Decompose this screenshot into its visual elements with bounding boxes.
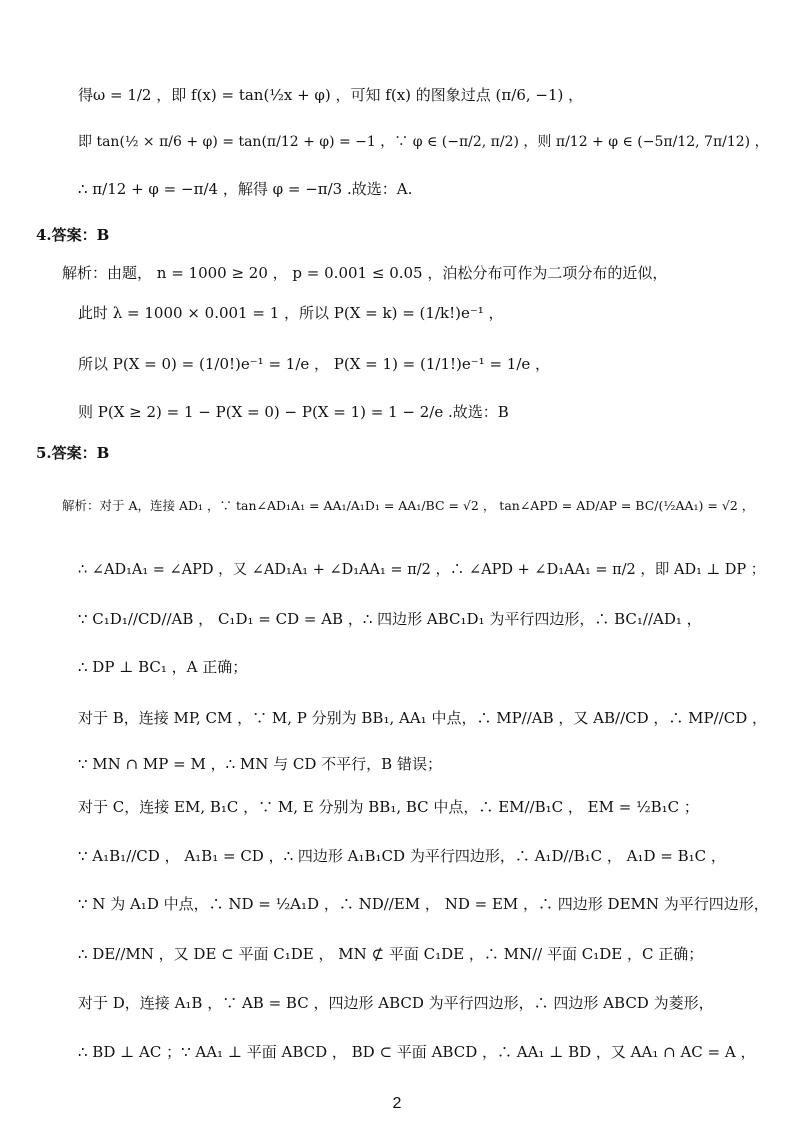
answer-5-heading: 5.答案：B <box>36 444 110 462</box>
text-line-5-c4: ∴ DE//MN ，又 DE ⊂ 平面 C₁DE ， MN ⊄ 平面 C₁DE ，∴ MN// 平面 C₁DE ，C 正确； <box>78 945 704 963</box>
text-line-5-a2: ∴ ∠AD₁A₁ = ∠APD ，又 ∠AD₁A₁ + ∠D₁AA₁ = π/2 ，∴ ∠APD + ∠D₁AA₁ = π/2 ，即 AD₁ ⊥ DP ； <box>78 562 766 578</box>
text-line-5-c1: 对于 C，连接 EM, B₁C ，∵ M, E 分别为 BB₁, BC 中点，∴ EM//B₁C ， EM = ½B₁C ； <box>78 798 699 816</box>
page-number: 2 <box>392 1095 402 1112</box>
text-line-5-c3: ∵ N 为 A₁D 中点，∴ ND = ½A₁D ，∴ ND//EM ， ND = EM ，∴ 四边形 DEMN 为平行四边形， <box>78 895 769 913</box>
text-line-4-p0p1: 所以 P(X = 0) = (1/0!)e⁻¹ = 1/e ， P(X = 1) = (1/1!)e⁻¹ = 1/e ， <box>78 355 551 373</box>
text-line-5-b2: ∵ MN ∩ MP = M ，∴ MN 与 CD 不平行，B 错误； <box>78 755 442 773</box>
text-line-5-a1: 解析：对于 A，连接 AD₁ ，∵ tan∠AD₁A₁ = AA₁/A₁D₁ = AA₁/BC = √2 ， tan∠APD = AD/AP = BC/(½AA₁) = √2 ， <box>62 498 755 513</box>
text-line-5-d2: ∴ BD ⊥ AC ；∵ AA₁ ⊥ 平面 ABCD ， BD ⊂ 平面 ABCD ，∴ AA₁ ⊥ BD ，又 AA₁ ∩ AC = A ， <box>78 1043 756 1061</box>
answer-4-heading: 4.答案：B <box>36 226 110 244</box>
text-line-4-result: 则 P(X ≥ 2) = 1 − P(X = 0) − P(X = 1) = 1 − 2/e .故选：B <box>78 403 509 421</box>
text-line-5-a3: ∵ C₁D₁//CD//AB ， C₁D₁ = CD = AB ，∴ 四边形 ABC₁D₁ 为平行四边形，∴ BC₁//AD₁ ， <box>78 610 702 628</box>
text-line-5-c2: ∵ A₁B₁//CD ， A₁B₁ = CD ，∴ 四边形 A₁B₁CD 为平行四边形，∴ A₁D//B₁C ， A₁D = B₁C ， <box>78 847 726 865</box>
text-line-5-d1: 对于 D，连接 A₁B ，∵ AB = BC ，四边形 ABCD 为平行四边形，∴ 四边形 ABCD 为菱形， <box>78 994 714 1012</box>
text-line-4-analysis: 解析：由题， n = 1000 ≥ 20 ， p = 0.001 ≤ 0.05 ，泊松分布可作为二项分布的近似， <box>62 264 668 282</box>
text-line-5-b1: 对于 B，连接 MP, CM ，∵ M, P 分别为 BB₁, AA₁ 中点，∴ MP//AB ，又 AB//CD ，∴ MP//CD ， <box>78 709 767 727</box>
text-line-4-lambda: 此时 λ = 1000 × 0.001 = 1 ，所以 P(X = k) = (1/k!)e⁻¹ ， <box>78 304 504 322</box>
text-line-phi-result: ∴ π/12 + φ = −π/4 ，解得 φ = −π/3 .故选：A. <box>78 180 413 198</box>
text-line-tan: 即 tan(½ × π/6 + φ) = tan(π/12 + φ) = −1 ，∵ φ ∈ (−π/2, π/2) ，则 π/12 + φ ∈ (−5π/12, 7π/12) ， <box>78 134 769 150</box>
text-line-omega: 得ω = 1/2 ，即 f(x) = tan(½x + φ) ，可知 f(x) 的图象过点 (π/6, −1) ， <box>78 86 584 104</box>
text-line-5-a4: ∴ DP ⊥ BC₁ ，A 正确； <box>78 658 248 676</box>
